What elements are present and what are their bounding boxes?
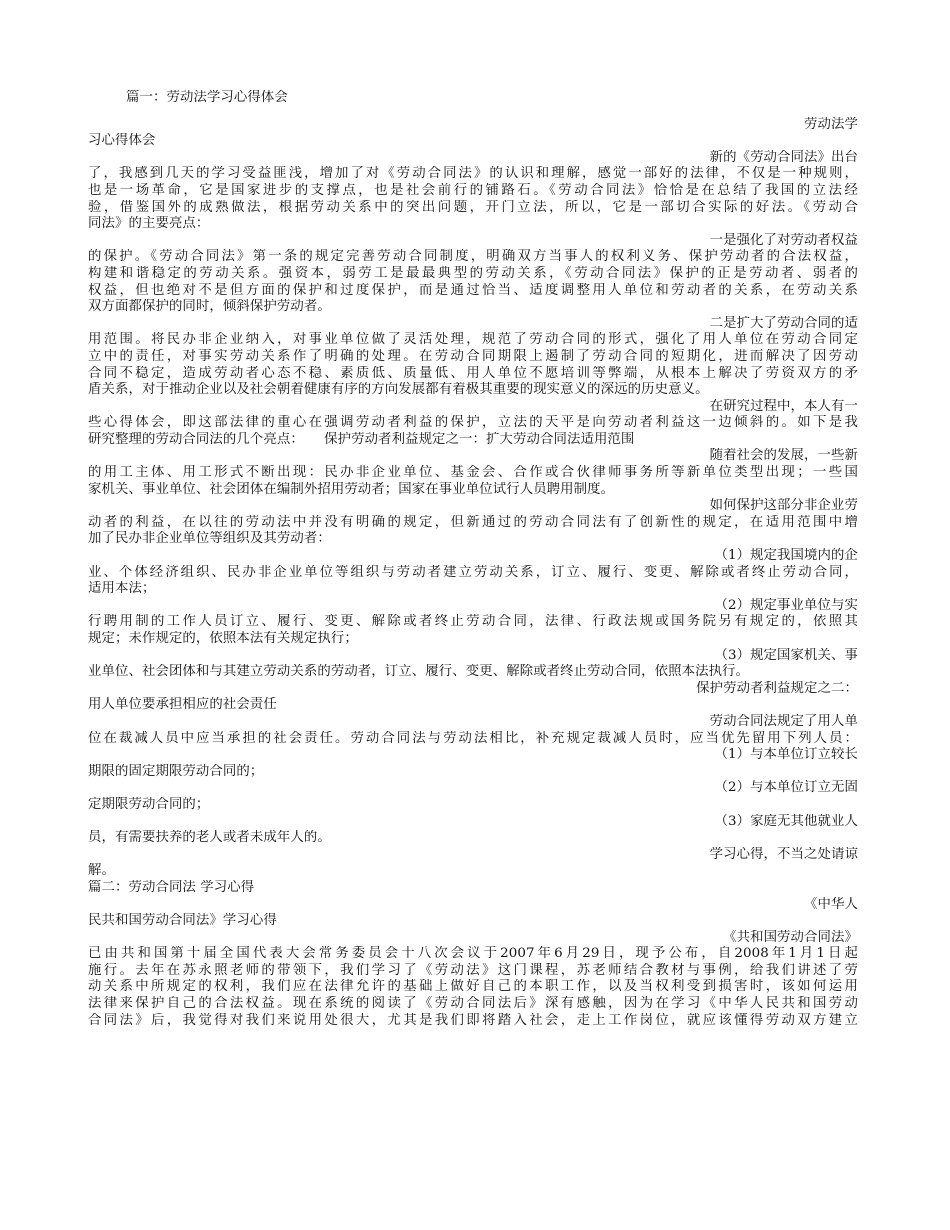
text-line: 劳动法学 bbox=[804, 116, 858, 132]
text-line: 法律来保护自己的合法权益。现在系统的阅读了《劳动合同法后》深有感触，因为在学习《中华人民共和国劳动 bbox=[88, 996, 858, 1012]
text-line: 《中华人 bbox=[804, 896, 858, 912]
text-line: 业单位、社会团体和与其建立劳动关系的劳动者，订立、履行、变更、解除或者终止劳动合同，依照本法执行。 bbox=[88, 664, 750, 680]
spacer bbox=[88, 107, 858, 117]
text-line: 员，有需要扶养的老人或者未成年人的。 bbox=[88, 830, 331, 846]
text-line: 行聘用制的工作人员订立、履行、变更、解除或者终止劳动合同，法律、行政法规或国务院另有规定的，依照其 bbox=[88, 614, 858, 630]
text-line: 解。 bbox=[88, 863, 115, 879]
text-line: 习心得体会 bbox=[88, 133, 156, 149]
text-line: 期限的固定期限劳动合同的； bbox=[88, 763, 264, 779]
text-line: 《共和国劳动合同法》 bbox=[723, 929, 858, 945]
text-line: 一是强化了对劳动者权益 bbox=[709, 232, 858, 248]
text-line: 了，我感到几天的学习受益匪浅，增加了对《劳动合同法》的认识和理解，感觉一部好的法律，不仅是一种规则， bbox=[88, 166, 858, 182]
text-line: 用范围。将民办非企业纳入，对事业单位做了灵活处理，规范了劳动合同的形式，强化了用人单位在劳动合同定 bbox=[88, 332, 858, 348]
text-line: （2）与本单位订立无固 bbox=[714, 780, 858, 796]
text-line: 已由共和国第十届全国代表大会常务委员会十八次会议于2007年6月29日，现予公布，自2008年1月1日起 bbox=[88, 946, 858, 962]
text-line: 业、个体经济组织、民办非企业单位等组织与劳动者建立劳动关系，订立、履行、变更、解除或者终止劳动合同， bbox=[88, 564, 858, 580]
text-line: （1）规定我国境内的企 bbox=[714, 548, 858, 564]
text-line: 民共和国劳动合同法》学习心得 bbox=[88, 913, 277, 929]
text-line: 如何保护这部分非企业劳 bbox=[709, 498, 858, 514]
text-line: 二是扩大了劳动合同的适 bbox=[709, 315, 858, 331]
text-line: （3）规定国家机关、事 bbox=[714, 647, 858, 663]
text-line: （3）家庭无其他就业人 bbox=[714, 813, 858, 829]
text-line: 权益，但也绝对不是但方面的保护和过度保护，而是通过恰当、适度调整用人单位和劳动者的关系，在劳动关系 bbox=[88, 282, 858, 298]
text-line: 加了民办非企业单位等组织及其劳动者： bbox=[88, 531, 331, 547]
text-line: 双方面都保护的同时，倾斜保护劳动者。 bbox=[88, 299, 331, 315]
text-line: 劳动合同法规定了用人单 bbox=[709, 713, 858, 729]
text-line: 动关系中所规定的权利，我们应在法律允许的基础上做好自己的本职工作，以及当权利受到损害时，该如何运用 bbox=[88, 979, 858, 995]
text-line: 新的《劳动合同法》出台 bbox=[709, 149, 858, 165]
text-line: 立中的责任，对事实劳动关系作了明确的处理。在劳动合同期限上遏制了劳动合同的短期化，进而解决了因劳动 bbox=[88, 348, 858, 364]
text-line: 同法》的主要亮点： bbox=[88, 216, 210, 232]
text-line: 构建和谐稳定的劳动关系。强资本，弱劳工是最最典型的劳动关系，《劳动合同法》保护的正是劳动者、弱者的 bbox=[88, 265, 858, 281]
text-line: 位在裁减人员中应当承担的社会责任。劳动合同法与劳动法相比，补充规定裁减人员时，应当优先留用下列人员： bbox=[88, 730, 858, 746]
text-line: 规定；未作规定的，依照本法有关规定执行； bbox=[88, 631, 358, 646]
text-line: 合同不稳定，造成劳动者心态不稳、素质低、质量低、用人单位不愿培训等弊端，从根本上解决了劳资双方的矛 bbox=[88, 365, 858, 381]
text-line: 的用工主体、用工形式不断出现：民办非企业单位、基金会、合作或合伙律师事务所等新单位类型出现；一些国 bbox=[88, 465, 858, 481]
text-line: 适用本法； bbox=[88, 581, 156, 597]
text-line: （2）规定事业单位与实 bbox=[714, 597, 858, 613]
text-line: 用人单位要承担相应的社会责任 bbox=[88, 697, 277, 713]
text-line: 些心得体会，即这部法律的重心在强调劳动者利益的保护，立法的天平是向劳动者利益这一边倾斜的。如下是我 bbox=[88, 415, 858, 431]
text-line: 动者的利益，在以往的劳动法中并没有明确的规定，但新通过的劳动合同法有了创新性的规定，在适用范围中增 bbox=[88, 514, 858, 530]
text-line: 也是一场革命，它是国家进步的支撑点，也是社会前行的铺路石。《劳动合同法》恰恰是在总结了我国的立法经 bbox=[88, 182, 858, 198]
document-body bbox=[88, 90, 858, 1029]
section-title: 篇二：劳动合同法 学习心得 bbox=[88, 879, 255, 895]
text-line: 盾关系，对于推动企业以及社会朝着健康有序的方向发展都有着极其重要的现实意义的深远的历史意义。 bbox=[88, 382, 709, 398]
text-line: 施行。去年在苏永照老师的带领下，我们学习了《劳动法》这门课程，苏老师结合教材与事例，给我们讲述了劳 bbox=[88, 962, 858, 978]
text-line: 保护劳动者利益规定之二： bbox=[696, 680, 858, 696]
text-line: 合同法》后，我觉得对我们来说用处很大，尤其是我们即将踏入社会，走上工作岗位，就应该懂得劳动双方建立 bbox=[88, 1012, 858, 1028]
section-title: 篇一：劳动法学习心得体会 bbox=[126, 90, 288, 105]
text-line: 的保护。《劳动合同法》第一条的规定完善劳动合同制度，明确双方当事人的权利义务、保护劳动者的合法权益， bbox=[88, 249, 858, 265]
text-line: 定期限劳动合同的； bbox=[88, 796, 210, 812]
text-line: （1）与本单位订立较长 bbox=[714, 747, 858, 763]
text-line: 随着社会的发展，一些新 bbox=[709, 448, 858, 464]
text-line: 家机关、事业单位、社会团体在编制外招用劳动者；国家在事业单位试行人员聘用制度。 bbox=[88, 481, 615, 497]
text-line: 学习心得，不当之处请谅 bbox=[709, 846, 858, 862]
text-line: 在研究过程中，本人有一 bbox=[709, 398, 858, 414]
text-line: 研究整理的劳动合同法的几个亮点： 保护劳动者利益规定之一：扩大劳动合同法适用范围 bbox=[88, 431, 635, 447]
text-line: 验，借鉴国外的成熟做法，根据劳动关系中的突出问题，开门立法，所以，它是一部切合实际的好法。《劳动合 bbox=[88, 199, 858, 215]
